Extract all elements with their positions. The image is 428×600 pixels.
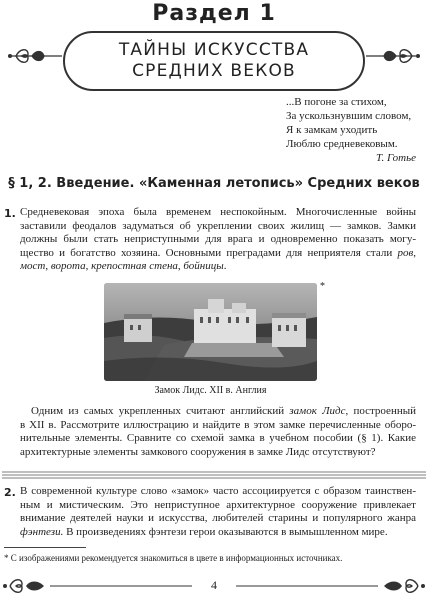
chapter-title-line-1: ТАЙНЫ ИСКУССТВА bbox=[118, 40, 310, 60]
epigraph-line: Я к замкам уходить bbox=[286, 124, 378, 136]
task-number-2: 2. bbox=[4, 486, 16, 499]
text-line: В современной культуре слово «замок» часто ассоциируется с образом таинствен- bbox=[20, 485, 416, 497]
epigraph-line: За ускользнувшим словом, bbox=[286, 110, 412, 122]
text-line: внимание деятелей науки и искусства, любителей старины и популярного жанра bbox=[20, 512, 416, 525]
task-1-text bbox=[20, 206, 416, 274]
left-flourish-ornament bbox=[6, 46, 64, 66]
text-line: архитектурные элементы замкового сооружения в замке Лидс отсутствуют? bbox=[20, 445, 376, 458]
text-line: должны были стать неприступными для врага и одновременно показать могу- bbox=[20, 233, 416, 246]
term-gate: ворота bbox=[50, 260, 86, 273]
epigraph-line: ...В погоне за стихом, bbox=[286, 96, 387, 108]
term-fantasy: фэнтези. bbox=[20, 525, 64, 538]
text-line: щество и богатство хозяина. Основными преградами для неприятеля стали ров, bbox=[20, 246, 416, 259]
term-embrasures: бойницы bbox=[183, 260, 224, 273]
section-title: § 1, 2. Введение. «Каменная летопись» Средних веков bbox=[8, 176, 420, 191]
text-line: мост, ворота, крепостная стена, бойницы. bbox=[20, 260, 227, 273]
epigraph-author: Т. Готье bbox=[376, 152, 416, 164]
section-label: Раздел 1 bbox=[152, 1, 276, 26]
text-line bbox=[20, 526, 416, 540]
text-fragment: В произведениях фэнтези герои оказываются в вымышленном мире. bbox=[63, 525, 388, 538]
chapter-title-line-2: СРЕДНИХ ВЕКОВ bbox=[132, 61, 296, 81]
task-1-question bbox=[20, 405, 416, 459]
page-number: 4 bbox=[211, 578, 217, 592]
text-line: Средневековая эпоха была временем неспокойным. Многочисленные войны bbox=[20, 206, 416, 218]
footnote-asterisk: * bbox=[320, 281, 325, 292]
text-line: в XII в. Рассмотрите иллюстрацию и найдите в этом замке перечисленные оборо- bbox=[20, 418, 416, 431]
text-line: заставили феодалов задуматься об укреплении своих жилищ — замков. Замки bbox=[20, 219, 416, 232]
chapter-title-banner bbox=[63, 31, 365, 91]
section-divider bbox=[0, 469, 428, 481]
epigraph-line: Люблю средневековым. bbox=[286, 138, 398, 150]
term-moat: ров bbox=[397, 246, 414, 259]
footnote: * С изображениями рекомендуется знакомиться в цвете в информационных источниках. bbox=[4, 553, 343, 563]
term-bridge: мост bbox=[20, 260, 46, 273]
footnote-rule bbox=[4, 547, 86, 548]
leeds-castle-photo bbox=[104, 283, 317, 381]
text-fragment: , построенный bbox=[345, 405, 416, 417]
task-number-1: 1. bbox=[4, 207, 16, 220]
right-flourish-ornament bbox=[364, 46, 422, 66]
photo-caption: Замок Лидс. XII в. Англия bbox=[154, 385, 267, 396]
epigraph bbox=[286, 95, 422, 165]
text-line bbox=[20, 405, 416, 419]
text-fragment: Одним из самых укрепленных считают английский bbox=[31, 405, 290, 417]
term-fortress-wall: крепостная стена bbox=[91, 260, 178, 273]
text-fragment: щество и богатство хозяина. Основными преградами для неприятеля стали bbox=[20, 246, 398, 259]
text-line: ным и мистическим. Это неприступное архитектурное сооружение привлекает bbox=[20, 498, 416, 511]
task-2-text bbox=[20, 485, 416, 539]
term-leeds-castle: замок Лидс bbox=[289, 405, 346, 417]
text-line: нительные элементы. Сравните со схемой замка в учебном пособии (§ 1). Какие bbox=[20, 432, 416, 445]
